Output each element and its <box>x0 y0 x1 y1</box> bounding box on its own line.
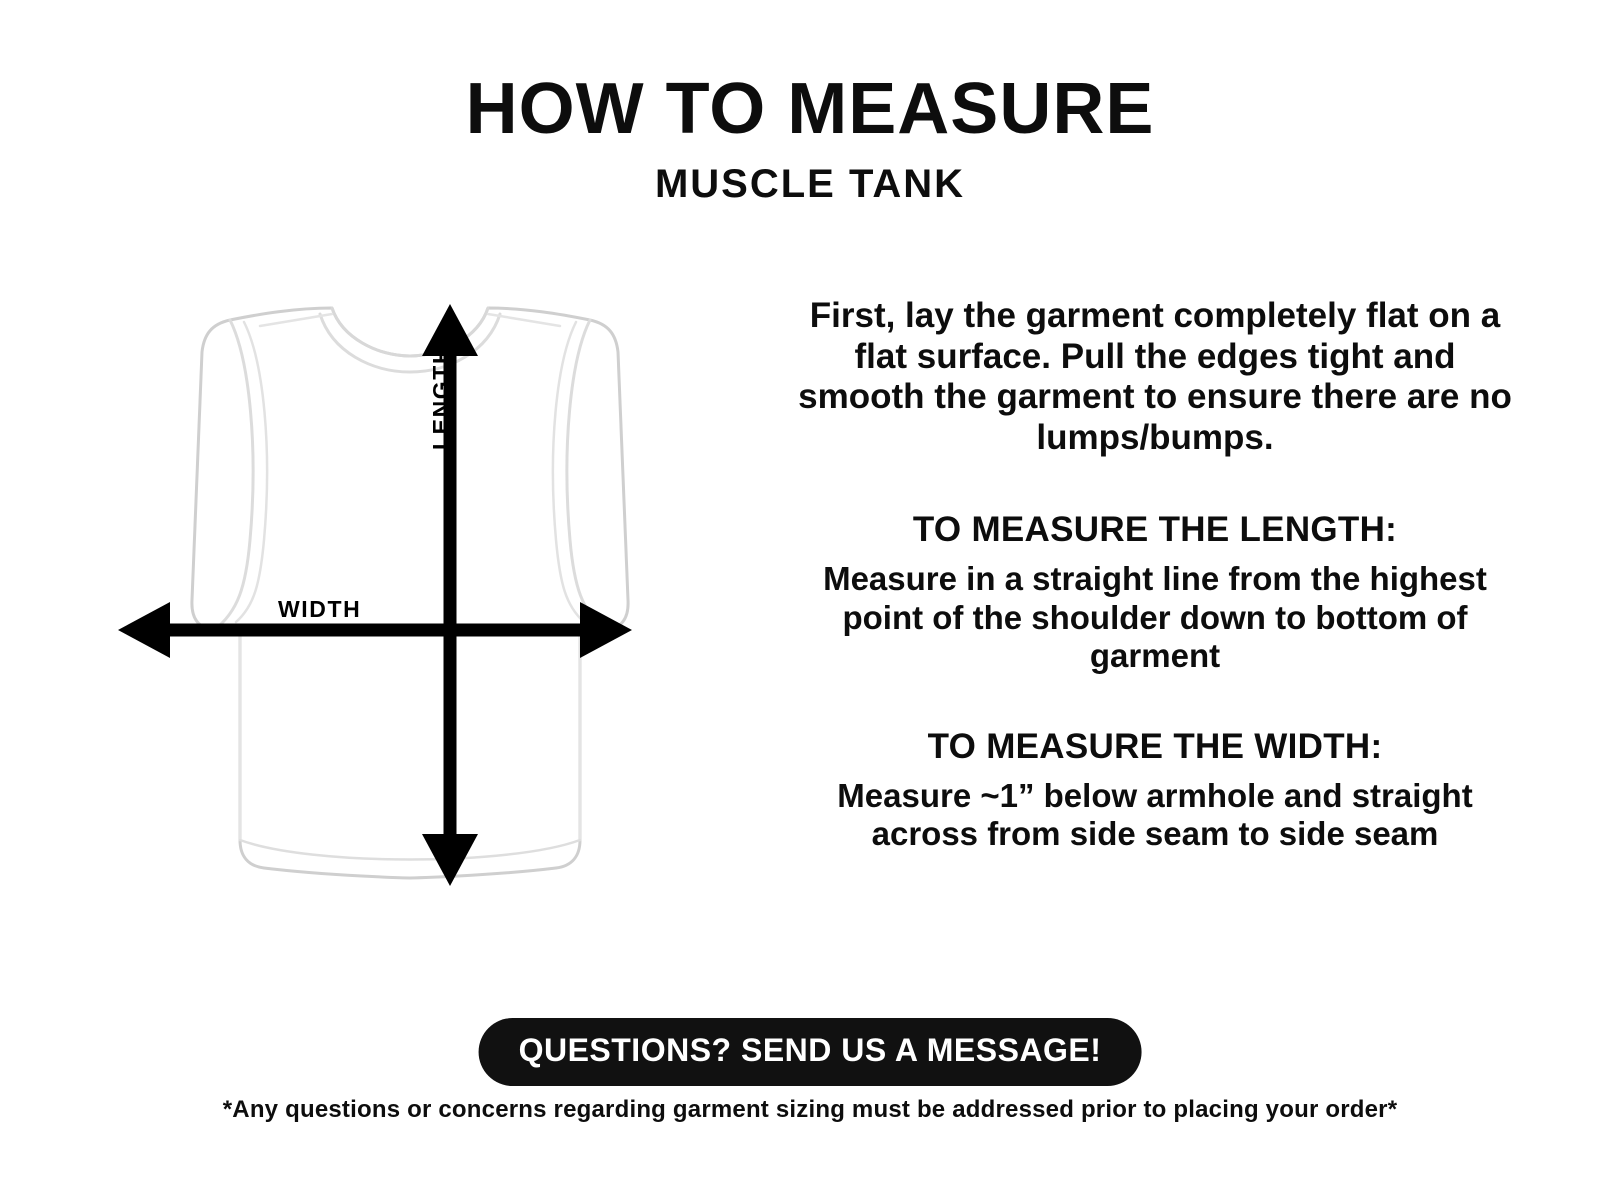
instructions-panel <box>790 296 1520 854</box>
length-heading: TO MEASURE THE LENGTH: <box>912 510 1398 550</box>
width-body: Measure ~1” below armhole and straight across from side seam to side seam <box>837 777 1473 853</box>
garment-diagram <box>110 300 670 920</box>
width-label: WIDTH <box>278 596 362 622</box>
header <box>0 69 1620 207</box>
length-body: Measure in a straight line from the highest point of the shoulder down to bottom of garment <box>823 560 1487 674</box>
measurement-arrows-icon <box>110 300 670 920</box>
page-title: HOW TO MEASURE <box>465 69 1155 149</box>
intro-text: First, lay the garment completely flat on a flat surface. Pull the edges tight and smooth the garment to ensure there are no lumps/bumps. <box>798 296 1512 457</box>
disclaimer-text: *Any questions or concerns regarding garment sizing must be addressed prior to placing your order* <box>222 1096 1398 1123</box>
width-heading: TO MEASURE THE WIDTH: <box>927 727 1383 767</box>
send-message-button[interactable]: QUESTIONS? SEND US A MESSAGE! <box>479 1018 1142 1086</box>
width-instruction-section <box>790 727 1520 854</box>
length-instruction-section <box>790 510 1520 675</box>
length-label: LENGTH <box>428 345 454 450</box>
page-subtitle: MUSCLE TANK <box>654 161 966 206</box>
